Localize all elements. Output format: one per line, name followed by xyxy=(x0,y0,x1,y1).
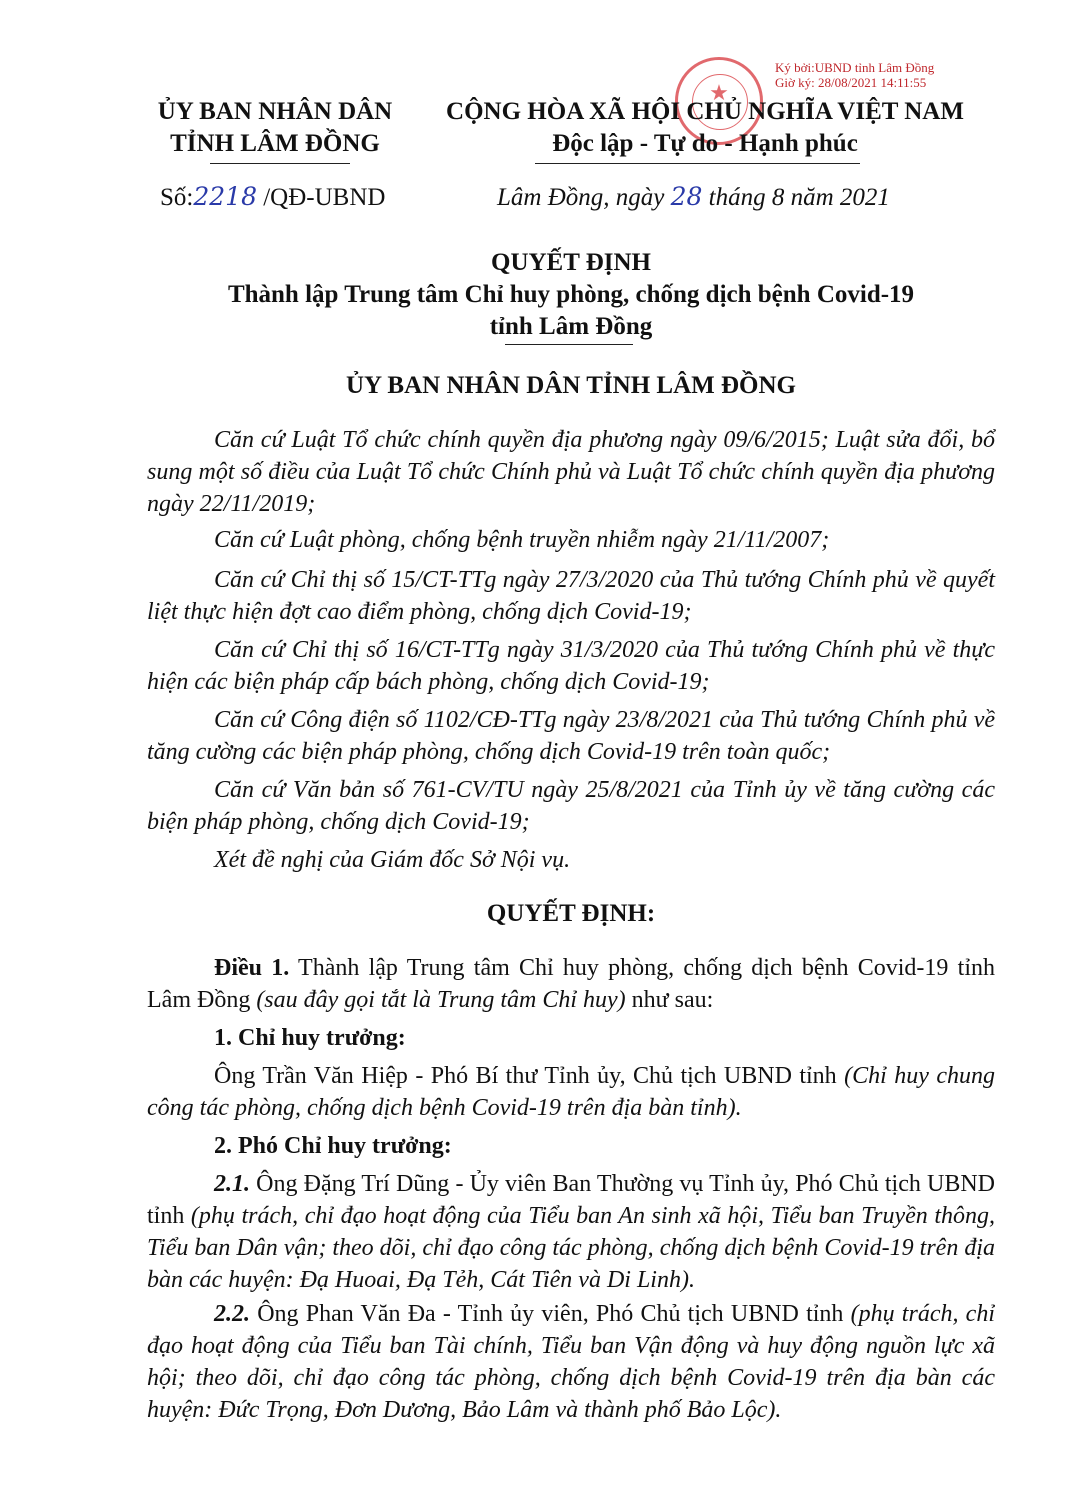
nation-line-1: CỘNG HÒA XÃ HỘI CHỦ NGHĨA VIỆT NAM xyxy=(446,98,964,125)
basis-4: Căn cứ Chỉ thị số 16/CT-TTg ngày 31/3/2020 của Thủ tướng Chính phủ về thực hiện các biện pháp cấp bách phòng, chống dịch Covid-19; xyxy=(147,637,995,695)
section-1-note: (Chỉ huy chung công tác phòng, chống dịch bệnh Covid-19 trên địa bàn tỉnh). xyxy=(147,1063,995,1121)
agency-line-1: ỦY BAN NHÂN DÂN xyxy=(157,98,393,125)
item-2-1-note: (phụ trách, chỉ đạo hoạt động của Tiểu ban An sinh xã hội, Tiểu ban Truyền thông, Tiểu ban Dân vận; theo dõi, chỉ đạo công tác phòng, chống dịch bệnh Covid-19 trên địa bàn các huyện: Đạ Huoai, Đạ Tẻh, Cát Tiên và Di Linh). xyxy=(147,1203,995,1293)
handwritten-day: 28 xyxy=(670,182,703,211)
basis-7: Xét đề nghị của Giám đốc Sở Nội vụ. xyxy=(214,847,571,873)
handwritten-number: 2218 xyxy=(193,182,257,211)
seal-star-icon: ★ xyxy=(709,80,729,105)
issuer-heading: ỦY BAN NHÂN DÂN TỈNH LÂM ĐỒNG xyxy=(345,372,796,399)
section-2-item-1: 2.1. Ông Đặng Trí Dũng - Ủy viên Ban Thường vụ Tỉnh ủy, Phó Chủ tịch UBND tỉnh (phụ trách, chỉ đạo hoạt động của Tiểu ban An sinh xã hội, Tiểu ban Truyền thông, Tiểu ban Dân vận; theo dõi, chỉ đạo công tác phòng, chống dịch bệnh Covid-19 trên địa bàn các huyện: Đạ Huoai, Đạ Tẻh, Cát Tiên và Di Linh). xyxy=(147,1171,995,1293)
item-2-1-number: 2.1. xyxy=(214,1171,250,1197)
national-motto xyxy=(415,96,995,160)
title-underline xyxy=(505,344,633,345)
issuing-agency xyxy=(140,96,410,160)
basis-2: Căn cứ Luật phòng, chống bệnh truyền nhiễm ngày 21/11/2007; xyxy=(214,527,830,553)
signature-time: Giờ ký: 28/08/2021 14:11:55 xyxy=(775,75,927,90)
subject-line-2: tỉnh Lâm Đồng xyxy=(489,313,653,340)
document-date: Lâm Đồng, ngày 28 tháng 8 năm 2021 xyxy=(497,182,890,211)
section-2-item-2: 2.2. Ông Phan Văn Đa - Tỉnh ủy viên, Phó Chủ tịch UBND tỉnh (phụ trách, chỉ đạo hoạt động của Tiểu ban Tài chính, Tiểu ban Vận động và huy động nguồn lực xã hội; theo dõi, chỉ đạo công tác phòng, chống dịch bệnh Covid-19 trên địa bàn các huyện: Đức Trọng, Đơn Dương, Bảo Lâm và thành phố Bảo Lộc). xyxy=(147,1301,995,1423)
section-1-body: Ông Trần Văn Hiệp - Phó Bí thư Tỉnh ủy, Chủ tịch UBND tỉnh (Chỉ huy chung công tác phòng, chống dịch bệnh Covid-19 trên địa bàn tỉnh). xyxy=(147,1063,995,1121)
basis-5: Căn cứ Công điện số 1102/CĐ-TTg ngày 23/8/2021 của Thủ tướng Chính phủ về tăng cường các biện pháp phòng, chống dịch Covid-19 trên toàn quốc; xyxy=(147,707,995,765)
motto-underline xyxy=(535,163,860,164)
agency-underline xyxy=(210,163,350,164)
section-2-heading: 2. Phó Chỉ huy trưởng: xyxy=(214,1133,452,1159)
document-title xyxy=(147,247,995,343)
article-1-label: Điều 1. xyxy=(214,955,290,981)
item-2-2-number: 2.2. xyxy=(214,1301,250,1327)
subject-line-1: Thành lập Trung tâm Chỉ huy phòng, chống dịch bệnh Covid-19 xyxy=(227,281,915,308)
agency-line-2: TỈNH LÂM ĐỒNG xyxy=(170,130,380,157)
item-2-2-note: (phụ trách, chỉ đạo hoạt động của Tiểu ban Tài chính, Tiểu ban Vận động và huy động nguồn lực xã hội; theo dõi, chỉ đạo công tác phòng, chống dịch bệnh Covid-19 trên địa bàn các huyện: Đức Trọng, Đơn Dương, Bảo Lâm và thành phố Bảo Lộc). xyxy=(147,1301,995,1423)
digital-signature-info xyxy=(775,60,934,90)
basis-3: Căn cứ Chỉ thị số 15/CT-TTg ngày 27/3/2020 của Thủ tướng Chính phủ về quyết liệt thực hiện đợt cao điểm phòng, chống dịch Covid-19; xyxy=(147,567,995,625)
signature-signer: Ký bởi:UBND tỉnh Lâm Đồng xyxy=(775,60,935,75)
document-number: Số:2218 /QĐ-UBND xyxy=(160,182,386,211)
doc-type: QUYẾT ĐỊNH xyxy=(491,249,651,276)
decision-heading: QUYẾT ĐỊNH: xyxy=(486,900,656,927)
article-1: Điều 1. Thành lập Trung tâm Chỉ huy phòng, chống dịch bệnh Covid-19 tỉnh Lâm Đồng (sau đây gọi tắt là Trung tâm Chỉ huy) như sau: xyxy=(147,955,996,1013)
basis-6: Căn cứ Văn bản số 761-CV/TU ngày 25/8/2021 của Tỉnh ủy về tăng cường các biện pháp phòng, chống dịch Covid-19; xyxy=(147,777,995,835)
basis-1: Căn cứ Luật Tổ chức chính quyền địa phương ngày 09/6/2015; Luật sửa đổi, bổ sung một số điều của Luật Tổ chức Chính phủ và Luật Tổ chức chính quyền địa phương ngày 22/11/2019; xyxy=(147,427,995,517)
section-1-heading: 1. Chỉ huy trưởng: xyxy=(214,1025,406,1051)
article-1-note: (sau đây gọi tắt là Trung tâm Chỉ huy) xyxy=(256,987,626,1013)
nation-line-2: Độc lập - Tự do - Hạnh phúc xyxy=(552,130,858,157)
